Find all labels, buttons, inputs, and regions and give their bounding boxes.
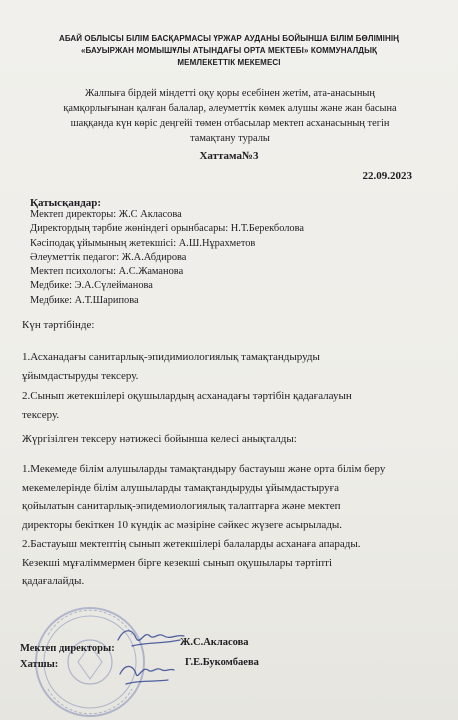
org-line: МЕМЛЕКЕТТІК МЕКЕМЕСІ <box>177 58 281 67</box>
participant-item: Мектеп директоры: Ж.С Акласова <box>30 209 182 220</box>
org-line: «БАУЫРЖАН МОМЫШҰЛЫ АТЫНДАҒЫ ОРТА МЕКТЕБІ» КОММУНАЛДЫҚ <box>80 46 378 55</box>
agenda-item-2 <box>22 387 438 424</box>
finding-line: қадағалайды. <box>22 575 85 587</box>
subject-line: тамақтану туралы <box>190 133 270 144</box>
org-line: АБАЙ ОБЛЫСЫ БІЛІМ БАСҚАРМАСЫ ҮРЖАР АУДАНЫ БОЙЫНША БІЛІМ БӨЛІМІНІҢ <box>58 34 400 43</box>
finding-1 <box>22 460 438 534</box>
director-signature-name: Ж.С.Акласова <box>180 637 249 648</box>
participant-item: Мектеп психологы: А.С.Жаманова <box>30 266 184 278</box>
participant-item: Әлеуметтік педагог: Ж.А.Абдирова <box>30 251 187 263</box>
findings-intro: Жүргізілген тексеру нәтижесі бойынша келесі анықталды: <box>22 433 297 445</box>
finding-line: Кезекші мұғаліммермен бірге кезекші сынып оқушылары тәртіпті <box>22 556 333 569</box>
participant-item: Медбике: А.Т.Шарипова <box>30 294 139 306</box>
participants-list <box>30 208 304 308</box>
subject-line: Жалпыға бірдей міндетті оқу қоры есебінен жетім, ата-анасының <box>85 88 375 99</box>
agenda-heading: Күн тәртібінде: <box>22 319 95 331</box>
organization-header <box>28 33 430 69</box>
agenda-item-1 <box>22 348 438 385</box>
subject-line: шаққанда күн көріс деңгейі төмен отбасылар мектеп асханасының тегін <box>70 118 390 129</box>
finding-line: директоры бекіткен 10 күндік ас мәзіріне сәйкес жүзеге асырылады. <box>22 518 343 531</box>
agenda-line: 2.Сынып жетекшілері оқушылардың асханадағы тәртібін қадағалауын <box>22 390 352 402</box>
agenda-line: тексеру. <box>22 408 60 421</box>
participant-item: Директордың тәрбие жөніндегі орынбасары: Н.Т.Берекболова <box>30 223 305 235</box>
finding-line: мекемелерінде білім алушыларды тамақтандыруды ұйымдастыруға <box>22 481 339 494</box>
finding-line: 2.Бастауыш мектептің сынып жетекшілері балаларды асханаға апарады. <box>22 538 361 550</box>
finding-2 <box>22 535 438 591</box>
finding-line: 1.Мекемеде білім алушыларды тамақтандыру бастауыш және орта білім беру <box>22 463 386 475</box>
document-subject <box>40 86 420 146</box>
participant-item: Медбике: Э.А.Сүлейманова <box>30 280 153 292</box>
agenda-line: 1.Асханадағы санитарлық-эпидимиологиялық тамақтандыруды <box>22 351 320 363</box>
protocol-title: Хаттама№3 <box>199 150 259 162</box>
secretary-signature-name: Г.Е.Букомбаева <box>185 657 259 668</box>
subject-line: қамқорлығынан қалған балалар, әлеуметтік көмек алушы және жан басына <box>63 103 397 114</box>
participant-item: Кәсіподақ ұйымының жетекшісі: А.Ш.Нұрахметов <box>30 237 256 249</box>
finding-line: қойылатын санитарлық-эпидемиологиялық талаптарға және мектеп <box>22 500 341 512</box>
participants-heading: Қатысқандар: <box>30 197 102 209</box>
agenda-line: ұйымдастыруды тексеру. <box>22 369 139 382</box>
director-signature-label: Мектеп директоры: <box>20 643 115 654</box>
secretary-signature-label: Хатшы: <box>20 659 59 670</box>
protocol-date: 22.09.2023 <box>362 170 412 182</box>
